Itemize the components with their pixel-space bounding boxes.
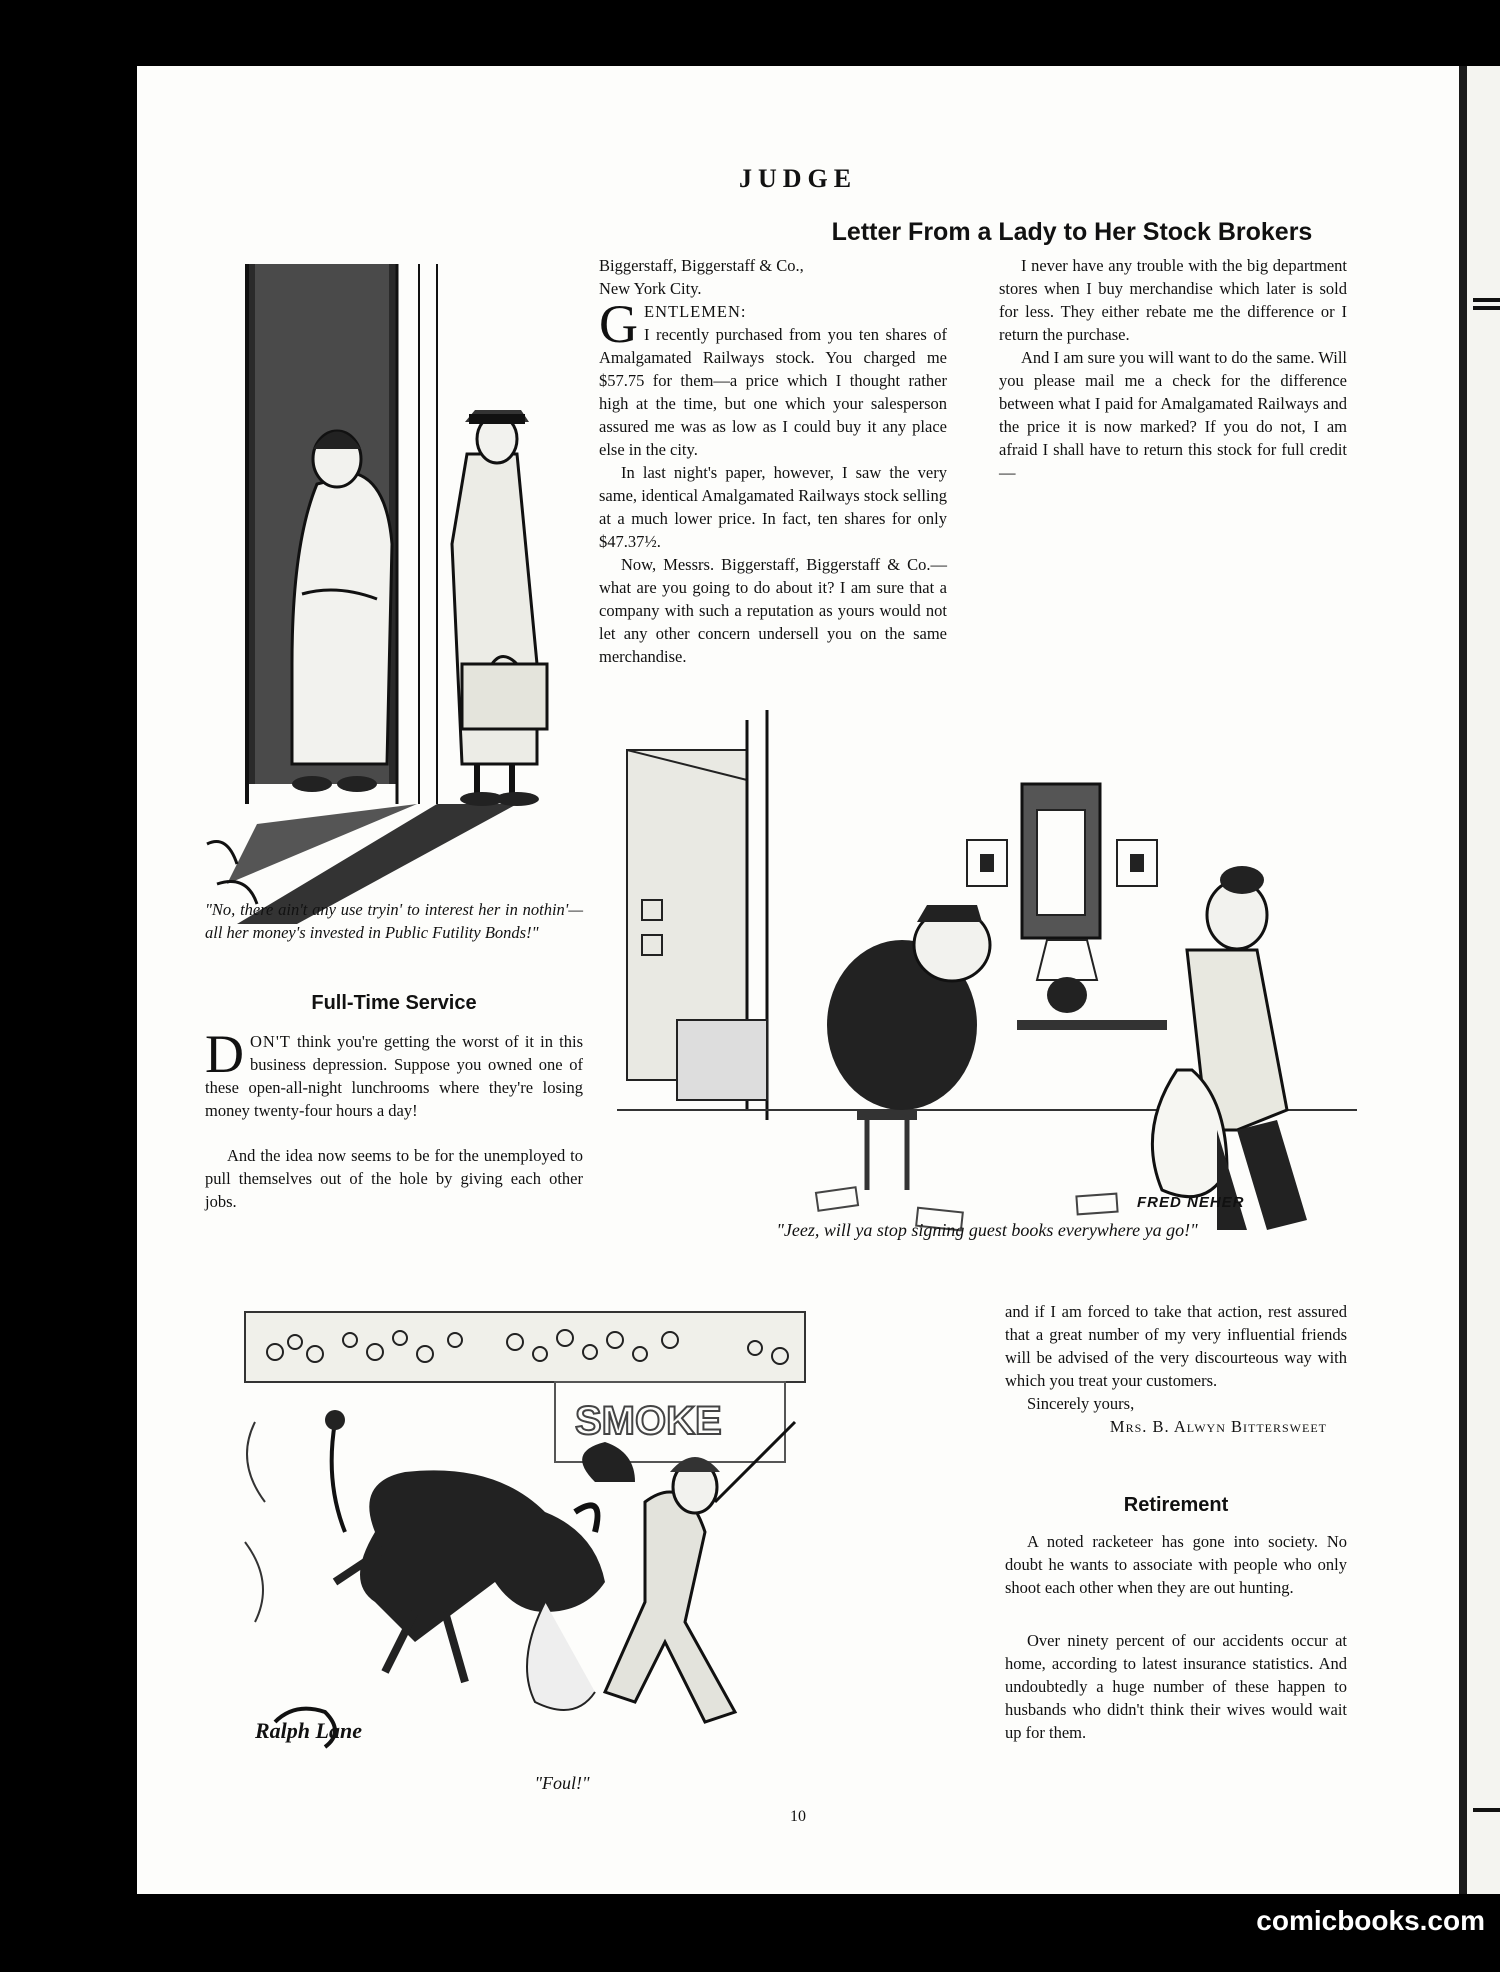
paragraph: A noted racketeer has gone into society. No doubt he wants to associate with people who only shoot each other when they are out hunting. bbox=[1005, 1532, 1347, 1597]
signature: Mrs. B. Alwyn Bittersweet bbox=[1109, 1417, 1327, 1436]
paragraph: Over ninety percent of our accidents occur at home, according to latest insurance statistics. And undoubtedly a huge number of these happen to husbands who didn't think their wives would wait up for them. bbox=[1005, 1631, 1347, 1742]
cartoon-bull-caption: "Foul!" bbox=[534, 1773, 590, 1793]
full-time-service-text bbox=[205, 1024, 583, 1213]
lead-words: ON'T bbox=[250, 1032, 291, 1051]
paragraph: think you're getting the worst of it in this business depression. Suppose you owned one of these open-all-night lunchrooms where they're losing money twenty-four hours a day! bbox=[205, 1032, 583, 1120]
letter-column-1 bbox=[599, 254, 947, 668]
address-line: Biggerstaff, Biggerstaff & Co., bbox=[599, 256, 804, 275]
retirement-text bbox=[1005, 1530, 1347, 1744]
paragraph: Now, Messrs. Biggerstaff, Biggerstaff & Co.—what are you going to do about it? I am sure that a company with such a reputation as yours would not let any other concern undersell you on the same merchandise. bbox=[599, 555, 947, 666]
letter-headline: Letter From a Lady to Her Stock Brokers bbox=[831, 218, 1313, 246]
retirement-heading: Retirement bbox=[1123, 1494, 1229, 1516]
artist-signature-lane: Ralph Lane bbox=[255, 1718, 362, 1743]
paragraph: And I am sure you will want to do the same. Will you please mail me a check for the difference between what I paid for Amalgamated Railways and the price it is now marked? If you do not, I am afraid I shall have to return this stock for full credit— bbox=[999, 348, 1347, 482]
adjacent-page-edge bbox=[1459, 66, 1500, 1894]
paragraph: I never have any trouble with the big department stores when I buy merchandise which later is sold for less. They either rebate me the difference or I return the purchase. bbox=[999, 256, 1347, 344]
cartoon-doorway-caption: "No, there ain't any use tryin' to interest her in nothin'—all her money's invested in Public Futility Bonds!" bbox=[205, 900, 583, 942]
closing: Sincerely yours, bbox=[1027, 1394, 1135, 1413]
page-number: 10 bbox=[790, 1808, 806, 1825]
paragraph: I recently purchased from you ten shares of Amalgamated Railways stock. You charged me $57.75 for them—a price which I thought rather high at the time, but one which your salesperson assured me was as low as I could buy it any place else in the city. bbox=[599, 325, 947, 459]
cartoon-doorway-illustration bbox=[197, 244, 617, 944]
letter-column-3 bbox=[1005, 1300, 1347, 1438]
full-time-service-heading: Full-Time Service bbox=[311, 992, 477, 1014]
salutation: ENTLEMEN: bbox=[644, 302, 747, 321]
paragraph: And the idea now seems to be for the unemployed to pull themselves out of the hole by giving each other jobs. bbox=[205, 1146, 583, 1211]
watermark: comicbooks.com bbox=[1256, 1905, 1485, 1936]
letter-column-2 bbox=[999, 254, 1347, 484]
paragraph: In last night's paper, however, I saw the very same, identical Amalgamated Railways stock selling at a much lower price. In fact, ten shares for only $47.37½. bbox=[599, 463, 947, 551]
cartoon-guestbook-caption: "Jeez, will ya stop signing guest books everywhere ya go!" bbox=[776, 1220, 1198, 1240]
paragraph: and if I am forced to take that action, rest assured that a great number of my very influential friends will be advised of the very discourteous way with which you treat your customers. bbox=[1005, 1302, 1347, 1390]
smoke-sign-text: SMOKE bbox=[575, 1399, 722, 1443]
drop-cap: D bbox=[205, 1024, 244, 1084]
address-line: New York City. bbox=[599, 279, 702, 298]
masthead: JUDGE bbox=[738, 164, 858, 193]
magazine-page bbox=[137, 66, 1459, 1894]
artist-signature-neher: FRED NEHER bbox=[1137, 1194, 1245, 1211]
cartoon-guestbook-illustration bbox=[617, 690, 1357, 1274]
drop-cap: G bbox=[599, 294, 638, 354]
